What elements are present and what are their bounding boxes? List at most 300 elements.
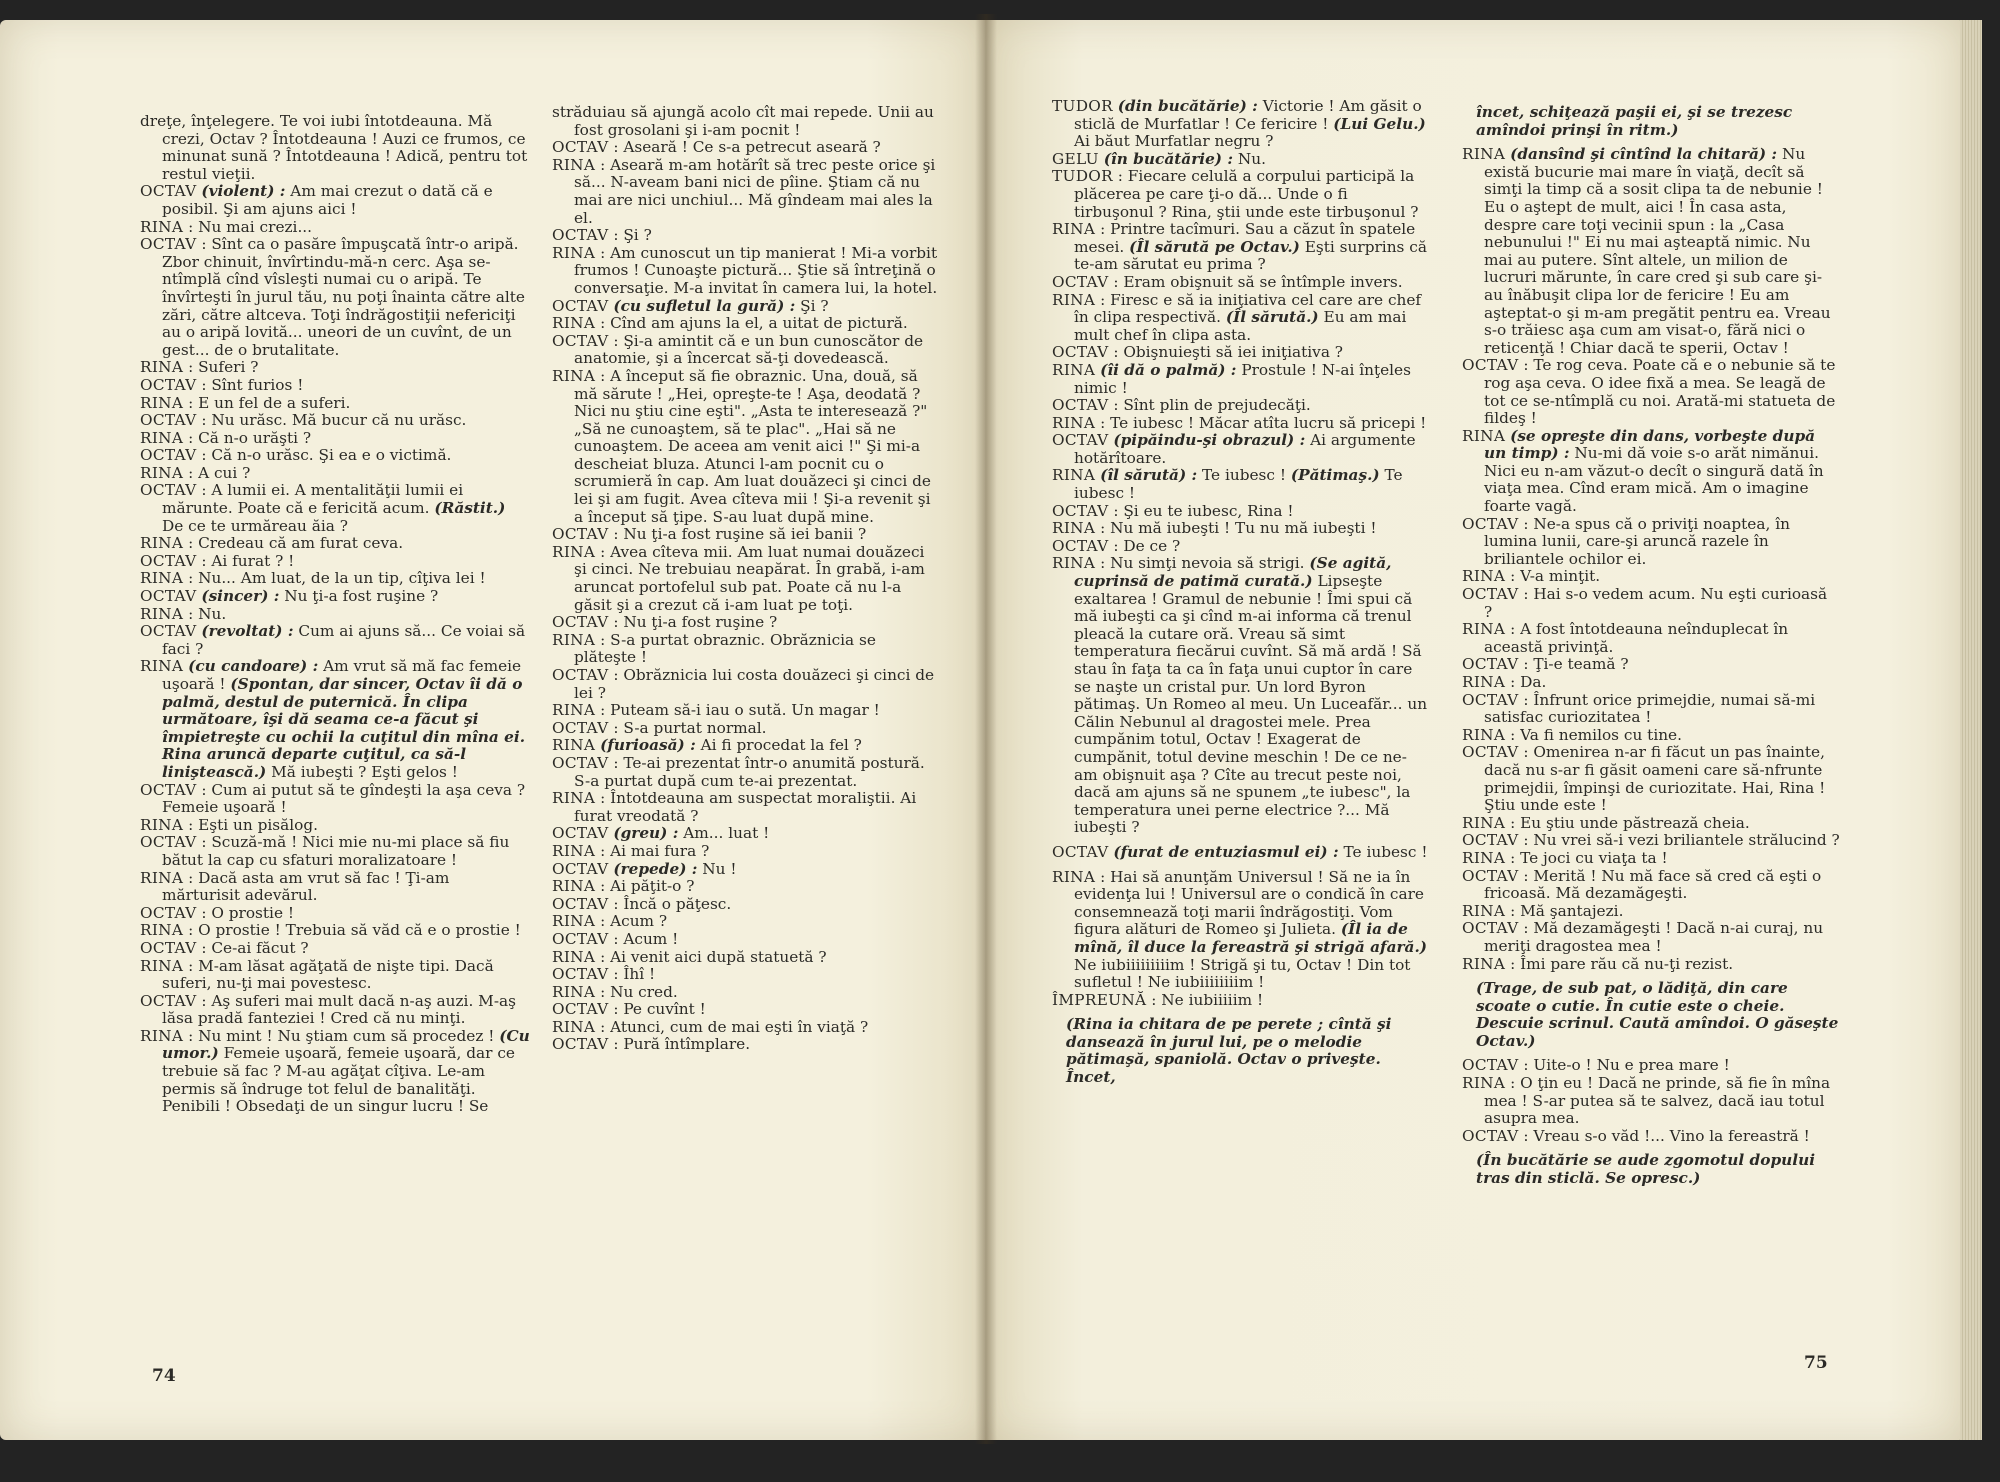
stage-note: (se opreşte din dans, vorbeşte după un timp) : (1484, 426, 1816, 463)
dialogue-line (1462, 692, 1840, 727)
stage-note: (Lui Gelu.) (1333, 114, 1426, 133)
speaker-name: OCTAV (140, 587, 197, 606)
dialogue-line (1462, 1057, 1840, 1075)
dialogue-line (552, 227, 940, 245)
stage-note: (îi dă o palmă) : (1100, 360, 1237, 379)
line-text: : Nu simţi nevoia să strigi. (1095, 554, 1310, 573)
line-text: : Merită ! Nu mă face să cred că eşti o fricoasă. Mă dezamăgeşti. (1484, 866, 1822, 903)
speaker-name: OCTAV (1052, 431, 1109, 450)
line-text: : Avea cîteva mii. Am luat numai douăzeci şi cinci. Ne trebuiau neapărat. În grabă, i-am aruncat portofelul sub pat. Poate că nu l-a găsit şi a crezut că i-am luat pe toţi. (574, 542, 925, 614)
stage-note: (dansînd şi cîntînd la chitară) : (1510, 145, 1778, 164)
line-text: Cum ai ajuns să... Ce voiai să faci ? (162, 622, 526, 658)
line-text: străduiau să ajungă acolo cît mai repede. Unii au fost grosolani şi i-am pocnit ! (552, 103, 934, 139)
line-text: : Ţi-e teamă ? (1518, 655, 1629, 674)
dialogue-line (1462, 516, 1840, 569)
line-text: : Obişnuieşti să iei iniţiativa ? (1108, 343, 1344, 362)
dialogue-line (140, 870, 530, 905)
dialogue-line (552, 315, 940, 333)
speaker-name: OCTAV (552, 1035, 609, 1054)
dialogue-line (1462, 868, 1840, 903)
stage-note: (îl sărută) : (1100, 466, 1198, 485)
speaker-name: RINA (140, 604, 184, 623)
stage-note: (furat de entuziasmul ei) : (1113, 842, 1339, 861)
speaker-name: RINA (140, 463, 184, 482)
stage-direction (1462, 1152, 1840, 1187)
speaker-name: OCTAV (1462, 655, 1519, 674)
line-text: Nu-mi dă voie s-o arăt nimănui. Nici eu n-am văzut-o decît o singură dată în viaţa mea. Cînd eram mică. Am o imagine foarte vagă. (1484, 444, 1824, 516)
line-text: : Cînd am ajuns la el, a uitat de pictură. (595, 314, 908, 333)
speaker-name: RINA (552, 736, 596, 755)
speaker-name: OCTAV (1052, 842, 1109, 861)
dialogue-line (1462, 357, 1840, 427)
dialogue-line (1052, 168, 1430, 221)
line-text: Ai băut Murfatlar negru ? (1074, 132, 1274, 151)
dialogue-line (1052, 503, 1430, 521)
speaker-name: OCTAV (140, 991, 197, 1010)
speaker-name: RINA (1052, 220, 1096, 239)
speaker-name: RINA (140, 657, 184, 676)
line-text: : Pură întîmplare. (608, 1035, 751, 1054)
dialogue-line (1462, 744, 1840, 814)
speaker-name: OCTAV (1462, 514, 1519, 533)
speaker-name: RINA (1462, 954, 1506, 973)
dialogue-line (552, 104, 940, 139)
dialogue-line (140, 377, 530, 395)
line-text: : Puteam să-i iau o sută. Un magar ! (595, 701, 880, 720)
dialogue-line (1462, 146, 1840, 357)
dialogue-line (1052, 151, 1430, 169)
dialogue-line (140, 606, 530, 624)
dialogue-line (1462, 903, 1840, 921)
line-text: : S-a purtat normal. (608, 718, 767, 737)
speaker-name: OCTAV (140, 375, 197, 394)
dialogue-line (140, 905, 530, 923)
dialogue-line (1052, 274, 1430, 292)
dialogue-line (140, 782, 530, 817)
dialogue-line (1462, 850, 1840, 868)
line-text: : Nu... Am luat, de la un tip, cîţiva lei ! (183, 569, 486, 588)
stage-direction (1052, 1016, 1430, 1086)
speaker-name: RINA (140, 358, 184, 377)
dialogue-line (552, 368, 940, 526)
line-text: Şi ? (795, 296, 829, 315)
speaker-name: OCTAV (140, 903, 197, 922)
line-text: De ce te urmăreau ăia ? (162, 516, 348, 535)
speaker-name: RINA (1052, 413, 1096, 432)
dialogue-line (1052, 844, 1430, 862)
stage-direction (1462, 980, 1840, 1050)
dialogue-line (140, 588, 530, 606)
speaker-name: OCTAV (140, 411, 197, 430)
dialogue-line (140, 940, 530, 958)
direction-text: (Trage, de sub pat, o lădiţă, din care scoate o cutie. În cutie este o cheie. Descuie scrinul. Caută amîndoi. O găseşte Octav.) (1476, 979, 1839, 1050)
speaker-name: RINA (552, 366, 596, 385)
dialogue-line (552, 896, 940, 914)
dialogue-line (1052, 292, 1430, 345)
dialogue-line (552, 702, 940, 720)
speaker-name: RINA (140, 217, 184, 236)
line-text: : O ţin eu ! Dacă ne prinde, să fie în mîna mea ! S-ar putea să te salvez, dacă iau totul asupra mea. (1484, 1074, 1831, 1128)
speaker-name: OCTAV (140, 182, 197, 201)
dialogue-line (140, 623, 530, 658)
speaker-name: RINA (552, 841, 596, 860)
dialogue-line (552, 333, 940, 368)
dialogue-line (1462, 956, 1840, 974)
dialogue-line (1052, 221, 1430, 274)
dialogue-line (140, 430, 530, 448)
dialogue-line (140, 993, 530, 1028)
line-text: : M-am lăsat agăţată de nişte tipi. Dacă suferi, nu-ţi mai povestesc. (162, 956, 494, 993)
dialogue-line (552, 632, 940, 667)
speaker-name: OCTAV (1052, 501, 1109, 520)
line-text: : Aseară m-am hotărît să trec peste orice şi să... N-aveam bani nici de pîine. Ştiam că nu mai are nici unchiul... Mă gîndeam mai ales la el. (574, 155, 936, 227)
line-text: : Firesc e să ia iniţiativa cel care are chef în clipa respectivă. (1074, 290, 1422, 327)
stage-note: (sincer) : (201, 587, 280, 606)
line-text: : Nu vrei să-i vezi briliantele strălucind ? (1518, 831, 1840, 850)
line-text: : Credeau că am furat ceva. (183, 534, 404, 553)
dialogue-line (1462, 621, 1840, 656)
line-text: : Sînt plin de prejudecăţi. (1108, 396, 1311, 415)
line-text: : Ai furat ? ! (196, 551, 295, 570)
dialogue-line (1052, 432, 1430, 467)
line-text: : Încă o păţesc. (608, 894, 732, 913)
speaker-name: OCTAV (1052, 343, 1109, 362)
line-text: Lipseşte exaltarea ! Gramul de nebunie ! Îmi spui că mă iubeşti ca şi cînd m-ai informa că trenul pleacă la cutare oră. Vreau să simt temperatura fiecărui cuvînt. Să mă ardă ! Să stau în faţa ta ca în faţa unui cuptor în care se naşte un cristal pur. Un lord Byron pătimaş. Un Romeo al meu. Un Luceafăr... un Călin Nebunul al dragostei mele. Prea cumpănim totul, Octav ! Exagerat de cumpănit, totul devine meschin ! De ce ne-am obişnuit aşa ? Cîte au trecut peste noi, dacă am ajuns să ne spunem „te iubesc", la temperatura unei perne electrice ?... Mă iubeşti ? (1074, 572, 1428, 837)
dialogue-line (140, 553, 530, 571)
book-gutter (975, 14, 997, 1444)
speaker-name: RINA (1462, 673, 1506, 691)
line-text: : Şi-a amintit că e un bun cunoscător de anatomie, şi a încercat să-ţi dovedească. (574, 331, 924, 368)
speaker-name: RINA (140, 428, 184, 447)
line-text: : Vreau s-o văd !... Vino la fereastră ! (1518, 1126, 1810, 1145)
dialogue-line (552, 861, 940, 879)
text-column-1 (140, 113, 530, 1116)
speaker-name: RINA (1462, 813, 1506, 832)
speaker-name: ÎMPREUNĂ (1052, 990, 1147, 1009)
line-text: : Înfrunt orice primejdie, numai să-mi satisfac curiozitatea ! (1484, 690, 1816, 727)
speaker-name: RINA (552, 877, 596, 896)
speaker-name: OCTAV (552, 331, 609, 350)
line-text: : Ce-ai făcut ? (196, 938, 309, 957)
speaker-name: RINA (552, 912, 596, 931)
dialogue-line (552, 984, 940, 1002)
line-text: : O prostie ! Trebuia să văd că e o prostie ! (183, 921, 521, 940)
line-text: : A început să fie obraznic. Una, două, să mă sărute ! „Hei, opreşte-te ! Aşa, deodată ? Nici nu ştiu cine eşti". „Asta te interesează ?" „Să ne cunoaştem, să te plac". „Hai să ne cunoaştem. De aceea am venit aici !" Şi mi-a descheiat bluza. Atunci l-am pocnit cu o scrumieră în cap. Am luat douăzeci şi cinci de lei şi am fugit. Avea cîteva mii ! Şi-a revenit şi a început să ţipe. S-au luat după mine. (574, 366, 931, 526)
speaker-name: RINA (1052, 867, 1096, 886)
dialogue-line (140, 113, 530, 183)
speaker-name: OCTAV (552, 666, 609, 684)
dialogue-line (1462, 832, 1840, 850)
speaker-name: OCTAV (552, 296, 609, 315)
dialogue-line (1052, 362, 1430, 397)
line-text: Te iubesc ! (1197, 466, 1291, 485)
line-text: : S-a purtat obraznic. Obrăznicia se plăteşte ! (574, 630, 876, 667)
dialogue-line (1462, 1075, 1840, 1128)
dialogue-line (140, 1028, 530, 1116)
stage-direction (1462, 104, 1840, 139)
speaker-name: OCTAV (552, 1000, 609, 1019)
dialogue-line (140, 834, 530, 869)
stage-note: (cu candoare) : (188, 657, 319, 676)
dialogue-line (552, 157, 940, 227)
stage-note: (din bucătărie) : (1117, 97, 1258, 115)
speaker-name: TUDOR (1052, 167, 1113, 186)
speaker-name: RINA (1462, 848, 1506, 867)
dialogue-line (1052, 555, 1430, 837)
page-number-left: 74 (152, 1366, 176, 1386)
speaker-name: RINA (140, 956, 184, 975)
speaker-name: OCTAV (140, 235, 197, 254)
line-text: : Te iubesc ! Măcar atîta lucru să pricepi ! (1095, 413, 1427, 432)
speaker-name: OCTAV (1462, 1126, 1519, 1145)
dialogue-line (1052, 992, 1430, 1010)
line-text: : Că n-o urăşti ? (183, 428, 312, 447)
speaker-name: RINA (1462, 567, 1506, 586)
line-text: : Mă dezamăgeşti ! Dacă n-ai curaj, nu meriţi dragostea mea ! (1484, 919, 1824, 955)
dialogue-line (1052, 415, 1430, 433)
line-text: : Fiecare celulă a corpului participă la plăcerea pe care ţi-o dă... Unde o fi tirbuşonul ? Rina, ştii unde este tirbuşonul ? (1074, 167, 1419, 221)
line-text: : Scuză-mă ! Nici mie nu-mi place să fiu bătut la cap cu sfaturi moralizatoare ! (162, 833, 510, 869)
line-text: Te iubesc ! (1074, 466, 1403, 503)
stage-note: (greu) : (613, 824, 679, 843)
speaker-name: RINA (552, 542, 596, 561)
dialogue-line (1052, 344, 1430, 362)
dialogue-line (140, 183, 530, 218)
speaker-name: RINA (552, 630, 596, 649)
line-text: Am vrut să mă fac femeie uşoară ! (162, 657, 522, 693)
stage-note: (în bucătărie) : (1103, 149, 1234, 168)
line-text: : Hai s-o vedem acum. Nu eşti curioasă ? (1484, 585, 1828, 621)
line-text: : A fost întotdeauna neînduplecat în această privinţă. (1484, 620, 1789, 656)
line-text: Am... luat ! (678, 824, 770, 843)
speaker-name: OCTAV (1052, 272, 1109, 291)
speaker-name: RINA (552, 789, 596, 808)
line-text: : Întotdeauna am suspectat moraliştii. Ai furat vreodată ? (574, 789, 917, 825)
speaker-name: RINA (140, 868, 184, 887)
speaker-name: RINA (140, 815, 184, 834)
line-text: : De ce ? (1108, 536, 1181, 555)
line-text: : Acum ! (608, 929, 679, 948)
line-text: : A cui ? (183, 463, 251, 482)
dialogue-line (140, 447, 530, 465)
dialogue-line (1462, 568, 1840, 586)
dialogue-line (140, 219, 530, 237)
speaker-name: RINA (140, 393, 184, 412)
line-text: : Ai păţit-o ? (595, 877, 695, 896)
speaker-name: OCTAV (140, 446, 197, 465)
speaker-name: OCTAV (1462, 356, 1519, 375)
speaker-name: OCTAV (552, 613, 609, 632)
dialogue-line (140, 958, 530, 993)
speaker-name: RINA (552, 243, 596, 262)
speaker-name: RINA (1462, 426, 1506, 445)
line-text: : Va fi nemilos cu tine. (1505, 725, 1682, 744)
line-text: : Îhî ! (608, 965, 656, 984)
line-text: : Eşti un pisălog. (183, 815, 318, 834)
line-text: : Ne-a spus că o priviţi noaptea, în lumina lunii, care-şi aruncă razele în briliantele ochilor ei. (1484, 514, 1790, 568)
dialogue-line (1462, 1128, 1840, 1146)
dialogue-line (1462, 674, 1840, 692)
speaker-name: RINA (1052, 519, 1096, 538)
line-text: Eşti surprins că te-am sărutat eu prima ? (1074, 237, 1427, 274)
speaker-name: OCTAV (552, 965, 609, 984)
stage-note: (violent) : (201, 182, 286, 201)
dialogue-line (1462, 586, 1840, 621)
dialogue-line (552, 544, 940, 614)
line-text: Mă iubeşti ? Eşti gelos ! (266, 762, 458, 781)
dialogue-line (552, 825, 940, 843)
line-text: : Te-ai prezentat într-o anumită postură. S-a purtat după cum te-ai prezentat. (574, 753, 925, 790)
dialogue-line (140, 482, 530, 535)
line-text: : Eram obişnuit să se întîmple invers. (1108, 272, 1403, 291)
line-text: : Şi ? (608, 226, 652, 245)
line-text: : Îmi pare rău că nu-ţi rezist. (1505, 954, 1734, 973)
line-text: : Ne iubiiiiim ! (1146, 990, 1264, 1009)
dialogue-line (552, 298, 940, 316)
line-text: : Dacă asta am vrut să fac ! Ţi-am mărturisit adevărul. (162, 868, 450, 905)
line-text: : Acum ? (595, 912, 668, 931)
line-text: : Aseară ! Ce s-a petrecut aseară ? (608, 138, 881, 157)
speaker-name: RINA (140, 1026, 184, 1045)
stage-note: (Îl sărută.) (1225, 308, 1319, 327)
line-text: dreţe, înţelegere. Te voi iubi întotdeauna. Mă crezi, Octav ? Întotdeauna ! Auzi ce frumos, ce minunat sună ? Întotdeauna ! Adică, pentru tot restul vieţii. (140, 112, 528, 183)
line-text: : Am cunoscut un tip manierat ! Mi-a vorbit frumos ! Cunoaşte pictură... Ştie să întreţină o conversaţie. M-a invitat în camera lui, la hotel. (574, 243, 938, 297)
speaker-name: RINA (140, 534, 184, 553)
speaker-name: OCTAV (1462, 866, 1519, 885)
line-text: Ne iubiiiiiiiiim ! Strigă şi tu, Octav ! Din tot sufletul ! Ne iubiiiiiiiim ! (1074, 955, 1411, 992)
line-text: : Nu cred. (595, 982, 678, 1001)
dialogue-line (1052, 869, 1430, 992)
dialogue-line (140, 412, 530, 430)
line-text: : Sînt furios ! (196, 375, 304, 394)
speaker-name: RINA (140, 921, 184, 940)
speaker-name: RINA (1462, 901, 1506, 920)
stage-note: (Pătimaş.) (1290, 466, 1380, 485)
dialogue-line (1052, 397, 1430, 415)
stage-note: (Spontan, dar sincer, Octav îi dă o palmă, destul de puternică. În clipa următoare, îşi dă seama ce-a făcut şi împietreşte cu ochii la cuţitul din mîna ei. Rina aruncă departe cuţitul, ca să-l liniştească.) (162, 675, 526, 781)
dialogue-line (1052, 538, 1430, 556)
dialogue-line (140, 817, 530, 835)
speaker-name: OCTAV (140, 938, 197, 957)
speaker-name: OCTAV (552, 226, 609, 245)
line-text: : Aş suferi mai mult dacă n-aş auzi. M-aş lăsa pradă fanteziei ! Cred că nu minţi. (162, 991, 516, 1028)
dialogue-line (1462, 428, 1840, 516)
line-text: : Obrăznicia lui costa douăzeci şi cinci de lei ? (574, 666, 935, 702)
line-text: : Suferi ? (183, 358, 259, 377)
line-text: : O prostie ! (196, 903, 295, 922)
speaker-name: RINA (1462, 620, 1506, 639)
line-text: : Nu ţi-a fost ruşine să iei banii ? (608, 525, 867, 544)
line-text: : Nu. (183, 604, 227, 623)
dialogue-line (552, 1019, 940, 1037)
speaker-name: RINA (552, 1017, 596, 1036)
dialogue-line (552, 843, 940, 861)
speaker-name: OCTAV (1462, 831, 1519, 850)
page-edges (1960, 20, 1982, 1440)
line-text: Prostule ! N-ai înţeles nimic ! (1074, 360, 1411, 397)
dialogue-line (140, 465, 530, 483)
line-text: : Nu mint ! Nu ştiam cum să procedez ! (183, 1026, 500, 1045)
speaker-name: RINA (1052, 290, 1096, 309)
dialogue-line (552, 737, 940, 755)
page-number-right: 75 (1804, 1353, 1828, 1373)
speaker-name: OCTAV (1462, 690, 1519, 709)
speaker-name: OCTAV (552, 138, 609, 157)
line-text: Nu există bucurie mai mare în viaţă, decît să simţi la timp că a sosit clipa ta de nebunie ! Eu o aştept de mult, aici ! În casa asta, despre care toţi vecinii spun : la „Casa nebunului !" Ei nu mai aşteaptă nimic. Nu mai au putere. Sînt altele, un milion de lucruri mărunte, în care cred şi sub care şi-au înăbuşit clipa lor de fericire ! Eu am aşteptat-o şi m-am pregătit pentru ea. Vreau s-o trăiesc aşa cum am visat-o, fără nici o reticenţă ! Chiar dacă te sperii, Octav ! (1484, 145, 1831, 357)
line-text: Ai fi procedat la fel ? (695, 736, 862, 755)
dialogue-line (552, 755, 940, 790)
stage-note: (pipăindu-şi obrazul) : (1113, 431, 1306, 450)
speaker-name: OCTAV (140, 481, 197, 500)
dialogue-line (552, 931, 940, 949)
speaker-name: RINA (1052, 466, 1096, 485)
dialogue-line (1462, 920, 1840, 955)
dialogue-line (140, 535, 530, 553)
speaker-name: RINA (552, 314, 596, 333)
dialogue-line (552, 913, 940, 931)
speaker-name: OCTAV (552, 929, 609, 948)
dialogue-line (552, 1036, 940, 1054)
dialogue-line (552, 949, 940, 967)
direction-text: încet, schiţează paşii ei, şi se trezesc amîndoi prinşi în ritm.) (1476, 103, 1793, 139)
dialogue-line (1462, 656, 1840, 674)
stage-note: (Îl sărută pe Octav.) (1129, 237, 1300, 256)
speaker-name: OCTAV (1052, 396, 1109, 415)
speaker-name: RINA (1462, 1074, 1506, 1093)
dialogue-line (140, 395, 530, 413)
line-text: Te iubesc ! (1338, 842, 1428, 861)
speaker-name: RINA (552, 701, 596, 720)
dialogue-line (140, 658, 530, 781)
speaker-name: OCTAV (1052, 536, 1109, 555)
dialogue-line (552, 720, 940, 738)
line-text: : E un fel de a suferi. (183, 393, 351, 412)
line-text: Nu ! (697, 859, 737, 878)
speaker-name: OCTAV (1462, 919, 1519, 938)
line-text: : Nu ţi-a fost ruşine ? (608, 613, 778, 632)
dialogue-line (140, 359, 530, 377)
dialogue-line (552, 790, 940, 825)
text-column-2 (552, 104, 940, 1054)
line-text: : Pe cuvînt ! (608, 1000, 706, 1019)
speaker-name: OCTAV (140, 833, 197, 852)
speaker-name: RINA (1462, 725, 1506, 744)
dialogue-line (552, 878, 940, 896)
speaker-name: RINA (552, 155, 596, 174)
speaker-name: OCTAV (552, 525, 609, 544)
stage-note: (Se agită, cuprinsă de patimă curată.) (1074, 554, 1392, 591)
line-text: : Te rog ceva. Poate că e o nebunie să te rog aşa ceva. O idee fixă a mea. Se leagă de tot ce se-ntîmplă cu noi. Arată-mi statueta de fildeş ! (1484, 356, 1836, 428)
dialogue-line (1462, 815, 1840, 833)
line-text: : Eu ştiu unde păstrează cheia. (1505, 813, 1750, 832)
dialogue-line (552, 1001, 940, 1019)
dialogue-line (140, 570, 530, 588)
line-text: Nu. (1233, 149, 1266, 168)
line-text: Nu ţi-a fost ruşine ? (279, 587, 439, 606)
line-text: : Da. (1505, 673, 1547, 691)
direction-text: (În bucătărie se aude zgomotul dopului tras din sticlă. Se opresc.) (1476, 1151, 1816, 1188)
stage-note: (repede) : (613, 859, 698, 878)
line-text: : Uite-o ! Nu e prea mare ! (1518, 1056, 1730, 1075)
dialogue-line (552, 614, 940, 632)
line-text: : Mă şantajezi. (1505, 901, 1624, 920)
stage-note: (Îl ia de mînă, îl duce la fereastră şi strigă afară.) (1074, 920, 1428, 956)
line-text: : Nu urăsc. Mă bucur că nu urăsc. (196, 411, 467, 430)
speaker-name: RINA (140, 569, 184, 588)
line-text: Eu am mai mult chef în clipa asta. (1074, 308, 1407, 344)
speaker-name: GELU (1052, 149, 1099, 168)
speaker-name: OCTAV (1462, 1056, 1519, 1075)
